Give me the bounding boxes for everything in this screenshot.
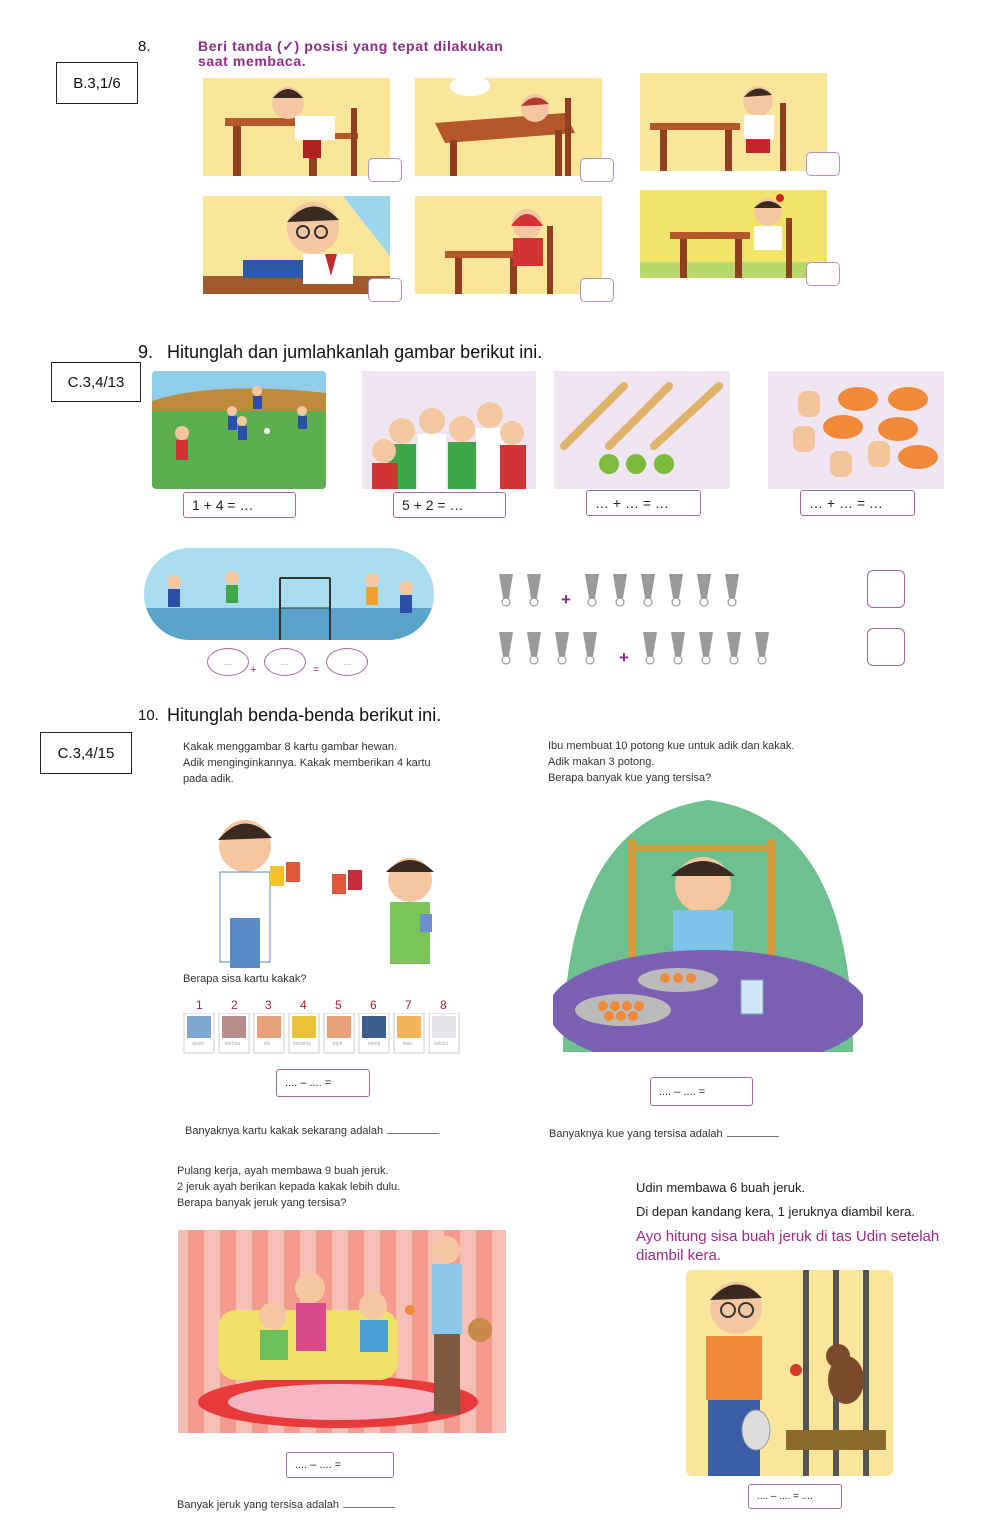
posture-illustration-2 [415, 78, 602, 176]
q8-number: 8. [138, 38, 151, 55]
eq-answer-4[interactable]: … + … = … [800, 490, 915, 516]
problem4-line4: diambil kera. [636, 1247, 722, 1264]
shuttle-plus-2: + [619, 648, 629, 667]
monkey-oranges-illustration [686, 1270, 893, 1476]
posture-checkbox-1[interactable] [368, 158, 402, 182]
posture-checkbox-2[interactable] [580, 158, 614, 182]
posture-illustration-3 [640, 73, 827, 171]
q8-title-line2: saat membaca. [198, 53, 307, 69]
problem1-line1: Kakak menggambar 8 kartu gambar hewan. [183, 741, 398, 753]
problem4-line1: Udin membawa 6 buah jeruk. [636, 1180, 806, 1195]
posture-image-3 [640, 73, 827, 171]
card-number-4: 4 [300, 998, 307, 1012]
card-name-7: ikan [403, 1041, 413, 1047]
oval-plus-sign: + [250, 664, 257, 676]
eq-answer-3[interactable]: … + … = … [586, 490, 701, 516]
problem2-answer-line [549, 1126, 779, 1142]
problem2-line1: Ibu membuat 10 potong kue untuk adik dan kakak. [548, 740, 795, 752]
q8-code-label: B.3,1/6 [56, 62, 138, 104]
q10-number: 10. [138, 707, 159, 724]
card-name-5: pipit [333, 1041, 343, 1047]
problem2-line2: Adik makan 3 potong. [548, 756, 655, 768]
animal-cards-illustration [183, 1013, 463, 1057]
problem2-line3: Berapa banyak kue yang tersisa? [548, 772, 712, 784]
caps-gloves-image [768, 371, 944, 489]
card-name-3: itik [264, 1041, 271, 1047]
posture-image-2 [415, 78, 602, 176]
children-group-image [362, 371, 536, 489]
problem1-answer-line [185, 1123, 439, 1139]
problem2-answer-blank[interactable] [727, 1136, 779, 1137]
card-number-6: 6 [370, 998, 377, 1012]
card-number-2: 2 [231, 998, 238, 1012]
eq-answer-1[interactable]: 1 + 4 = … [183, 492, 296, 518]
problem3-answer-blank[interactable] [343, 1507, 395, 1508]
badminton-oval-1[interactable]: … [207, 648, 249, 676]
problem4-equation[interactable]: .... – .... = .... [748, 1484, 842, 1509]
q9-code-label: C.3,4/13 [51, 362, 141, 402]
card-name-8: kelinci [434, 1041, 448, 1047]
q10-question-text: Hitunglah benda-benda berikut ini. [167, 705, 442, 725]
problem1-line2: Adik menginginkannya. Kakak memberikan 4 kartu [183, 757, 431, 769]
posture-image-6 [640, 190, 827, 278]
oval-equals-sign: = [313, 664, 320, 676]
problem3-line1: Pulang kerja, ayah membawa 9 buah jeruk. [177, 1165, 389, 1177]
badminton-illustration [144, 548, 434, 640]
shuttle-answer-box-1[interactable] [867, 570, 905, 608]
shuttle-plus-1: + [561, 590, 571, 609]
family-oranges-illustration [178, 1230, 506, 1433]
shuttlecock-icon-row-2 [497, 628, 787, 670]
problem4-line3: Ayo hitung sisa buah jeruk di tas Udin setelah [636, 1228, 940, 1245]
shuttlecock-row-2 [497, 628, 787, 675]
card-name-2: kerbau [225, 1041, 241, 1047]
eq-answer-2[interactable]: 5 + 2 = … [393, 492, 506, 518]
cake-girl-illustration [553, 800, 863, 1052]
soccer-image [152, 371, 326, 489]
q8-title-line1: Beri tanda (✓) posisi yang tepat dilakukan [198, 38, 504, 54]
posture-image-4 [203, 196, 390, 294]
q8-title [198, 39, 503, 69]
card-number-5: 5 [335, 998, 342, 1012]
shuttle-answer-box-2[interactable] [867, 628, 905, 666]
problem2-text [548, 738, 794, 786]
bats-balls-image [554, 371, 730, 489]
posture-checkbox-5[interactable] [580, 278, 614, 302]
card-name-6: elang [368, 1041, 381, 1047]
caps-gloves-illustration [768, 371, 944, 489]
problem3-line3: Berapa banyak jeruk yang tersisa? [177, 1197, 347, 1209]
badminton-image [144, 548, 434, 640]
problem1-equation[interactable]: .... – .... = [276, 1069, 370, 1097]
soccer-illustration [152, 371, 326, 489]
card-number-7: 7 [405, 998, 412, 1012]
posture-illustration-6 [640, 190, 827, 278]
card-name-1: ayam [192, 1041, 205, 1047]
posture-checkbox-3[interactable] [806, 152, 840, 176]
problem3-answer-line [177, 1497, 395, 1513]
posture-image-5 [415, 196, 602, 294]
posture-illustration-5 [415, 196, 602, 294]
posture-checkbox-4[interactable] [368, 278, 402, 302]
cards-kids-image [200, 808, 468, 968]
q9-question-text: Hitunglah dan jumlahkanlah gambar berikut ini. [167, 342, 543, 362]
posture-illustration-1 [203, 78, 390, 176]
problem1-question: Berapa sisa kartu kakak? [183, 973, 307, 985]
monkey-oranges-image [686, 1270, 893, 1476]
problem4-line2: Di depan kandang kera, 1 jeruknya diambil kera. [636, 1204, 915, 1219]
shuttlecock-icon-row-1 [497, 570, 787, 612]
problem3-answer-text: Banyak jeruk yang tersisa adalah [177, 1499, 340, 1511]
problem3-equation[interactable]: .... – .... = [286, 1452, 394, 1478]
q9-number: 9. [138, 342, 154, 362]
problem3-text [177, 1163, 400, 1211]
bats-balls-illustration [554, 371, 730, 489]
problem4-text [636, 1176, 915, 1224]
posture-checkbox-6[interactable] [806, 262, 840, 286]
q10-code-label: C.3,4/15 [40, 732, 132, 774]
problem2-answer-text: Banyaknya kue yang tersisa adalah [549, 1128, 723, 1140]
problem3-line2: 2 jeruk ayah berikan kepada kakak lebih dulu. [177, 1181, 401, 1193]
badminton-oval-3[interactable]: … [326, 648, 368, 676]
shuttlecock-row-1 [497, 570, 787, 617]
children-illustration [362, 371, 536, 489]
posture-image-1 [203, 78, 390, 176]
problem1-answer-text: Banyaknya kartu kakak sekarang adalah [185, 1125, 384, 1137]
problem1-line3: pada adik. [183, 773, 234, 785]
card-number-3: 3 [265, 998, 272, 1012]
badminton-oval-2[interactable]: … [264, 648, 306, 676]
card-name-4: banteng [293, 1041, 312, 1047]
posture-illustration-4 [203, 196, 390, 294]
cake-girl-image [553, 800, 863, 1052]
cards-kids-illustration [200, 808, 468, 968]
problem4-instruction [636, 1227, 939, 1265]
family-oranges-image [178, 1230, 506, 1433]
card-number-1: 1 [196, 998, 203, 1012]
problem2-equation[interactable]: .... – .... = [650, 1077, 753, 1106]
card-number-8: 8 [440, 998, 447, 1012]
problem1-text [183, 739, 431, 787]
problem1-answer-blank[interactable] [387, 1133, 439, 1134]
